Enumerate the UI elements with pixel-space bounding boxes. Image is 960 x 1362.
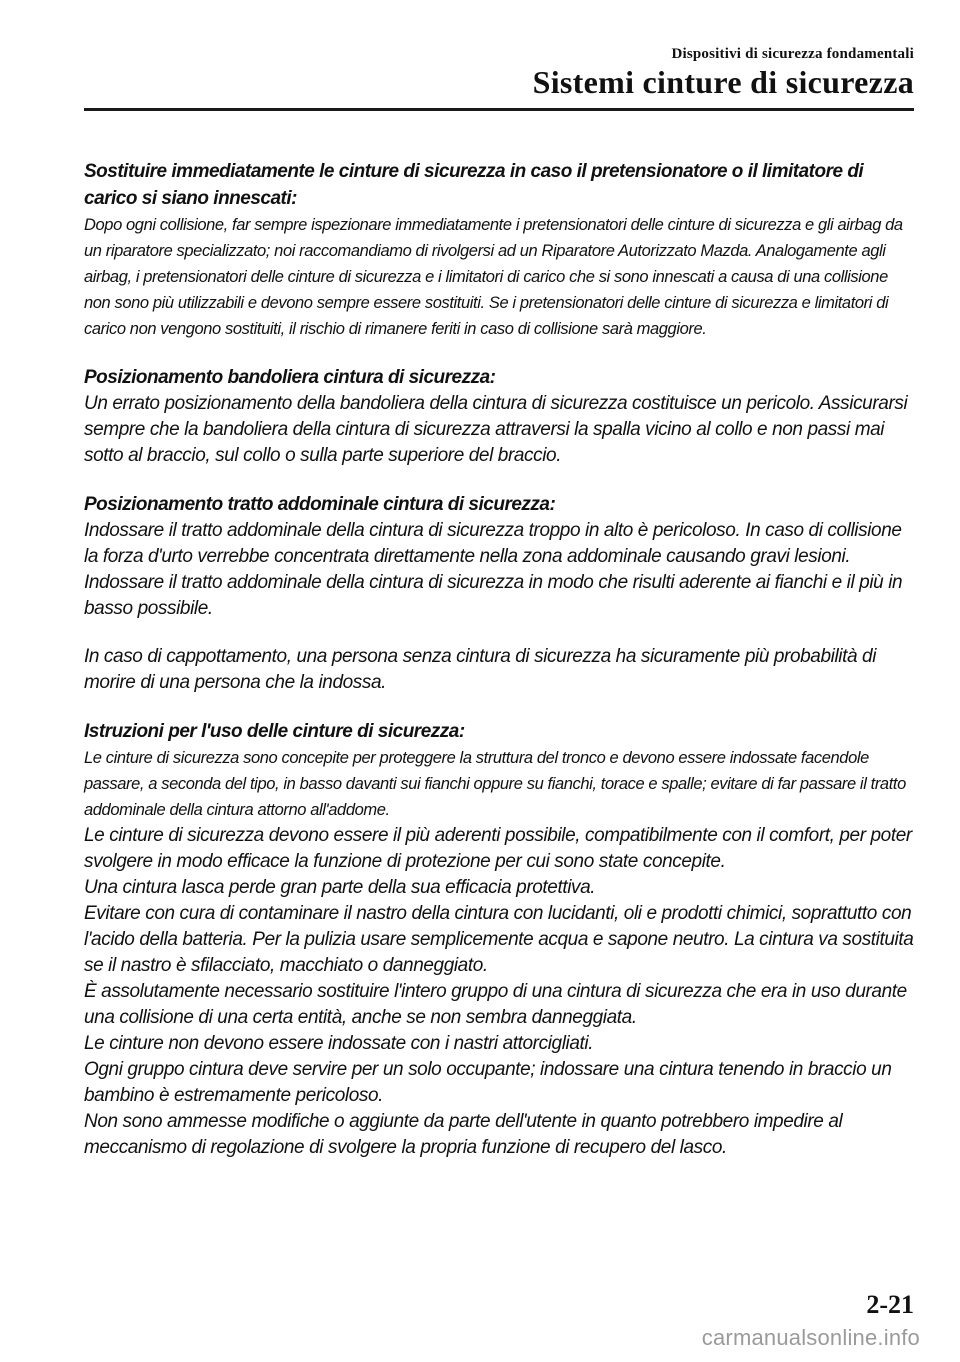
paragraph-istruzioni-6: Ogni gruppo cintura deve servire per un solo occupante; indossare una cintura tenendo in braccio un bambino è estremamente pericoloso. [84,1059,892,1106]
paragraph-istruzioni-2: Una cintura lasca perde gran parte della sua efficacia protettiva. [84,877,596,898]
section-title: Dispositivi di sicurezza fondamentali [671,46,914,62]
header-divider [84,108,914,111]
paragraph-istruzioni-intro: Le cinture di sicurezza sono concepite per proteggere la struttura del tronco e devono essere indossate facendole passare, a seconda del tipo, in basso davanti sui fianchi oppure su fianchi, torace e spalle; evitare di far passare il tratto addominale della cintura attorno all'addome. [84,749,906,819]
paragraph-cappottamento: In caso di cappottamento, una persona senza cintura di sicurezza ha sicuramente più probabilità di morire di una persona che la indossa. [84,646,877,693]
page-number: 2-21 [866,1290,914,1319]
paragraph-istruzioni-1: Le cinture di sicurezza devono essere il più aderenti possibile, compatibilmente con il comfort, per poter svolgere in modo efficace la funzione di protezione per cui sono state concepite. [84,825,912,872]
heading-sostituzione: Sostituire immediatamente le cinture di sicurezza in caso il pretensionatore o il limitatore di carico si siano innescati: [84,161,864,209]
heading-addominale: Posizionamento tratto addominale cintura di sicurezza: [84,494,556,515]
paragraph-addominale: Indossare il tratto addominale della cintura di sicurezza troppo in alto è pericoloso. In caso di collisione la forza d'urto verrebbe concentrata direttamente nella zona addominale causando gravi lesioni. Indossare il tratto addominale della cintura di sicurezza in modo che risulti aderente ai fianchi e il più in basso possibile. [84,520,903,619]
paragraph-sostituzione: Dopo ogni collisione, far sempre ispezionare immediatamente i pretensionatori delle cinture di sicurezza e gli airbag da un riparatore specializzato; noi raccomandiamo di rivolgersi ad un Riparatore Autorizzato Mazda. Analogamente agli airbag, i pretensionatori delle cinture di sicurezza e i limitatori di carico che si sono innescati a causa di una collisione non sono più utilizzabili e devono sempre essere sostituiti. Se i pretensionatori delle cinture di sicurezza e limitatori di carico non vengono sostituiti, il rischio di rimanere feriti in caso di collisione sarà maggiore. [84,216,903,338]
heading-istruzioni: Istruzioni per l'uso delle cinture di sicurezza: [84,721,465,742]
paragraph-istruzioni-5: Le cinture non devono essere indossate con i nastri attorcigliati. [84,1033,594,1054]
paragraph-istruzioni-3: Evitare con cura di contaminare il nastro della cintura con lucidanti, oli e prodotti chimici, soprattutto con l'acido della batteria. Per la pulizia usare semplicemente acqua e sapone neutro. La cintura va sostituita se il nastro è sfilacciato, macchiato o danneggiato. [84,903,914,976]
page-content [84,158,914,1161]
paragraph-istruzioni-4: È assolutamente necessario sostituire l'intero gruppo di una cintura di sicurezza che era in uso durante una collisione di una certa entità, anche se non sembra danneggiata. [84,981,907,1028]
paragraph-bandoliera: Un errato posizionamento della bandoliera della cintura di sicurezza costituisce un pericolo. Assicurarsi sempre che la bandoliera della cintura di sicurezza attraversi la spalla vicino al collo e non passi mai sotto al braccio, sul collo o sulla parte superiore del braccio. [84,393,908,466]
watermark: carmanualsonline.info [701,1325,920,1350]
chapter-title: Sistemi cinture di sicurezza [532,64,914,100]
heading-bandoliera: Posizionamento bandoliera cintura di sicurezza: [84,367,496,388]
paragraph-istruzioni-7: Non sono ammesse modifiche o aggiunte da parte dell'utente in quanto potrebbero impedire al meccanismo di regolazione di svolgere la propria funzione di recupero del lasco. [84,1111,843,1158]
